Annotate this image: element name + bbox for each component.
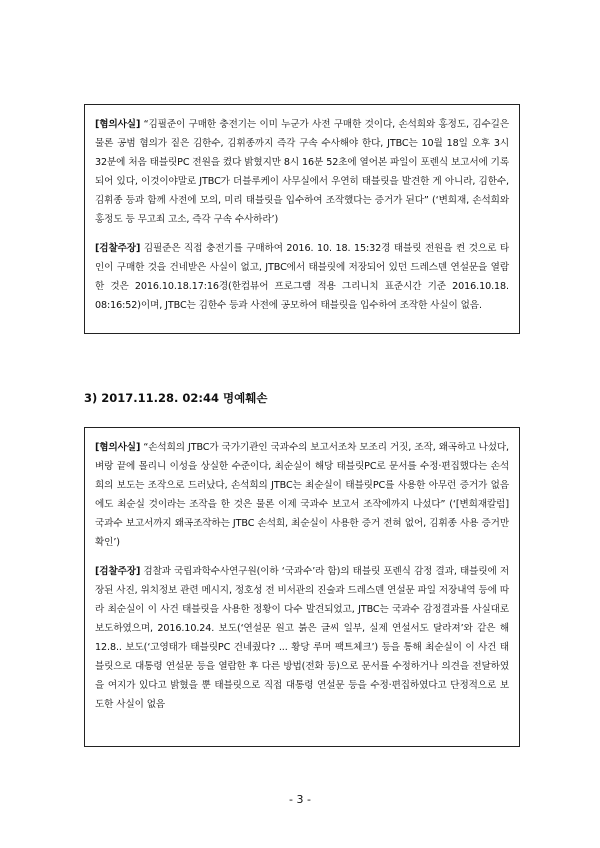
allegation-box-2 <box>84 427 520 747</box>
prosecution-response-1 <box>95 239 509 315</box>
prosecution-tag: [검찰주장] <box>95 243 141 254</box>
prosecution-text: 검찰과 국립과학수사연구원(이하 ‘국과수’라 함)의 태블릿 포렌식 감정 결과, 태블릿에 저장된 사진, 위치정보 관련 메시지, 정호성 전 비서관의 진술과 드레스덴 연설문 파일 저장내역 등에 따라 최순실이 이 사건 태블릿을 사용한 정황이 다수 발견되었고, JTBC는 국과수 감정결과를 사실대로 보도하였으며, 2016.10.24. 보도(‘연설문 원고 붉은 글씨 일부, 실제 연설서도 달라져’와 같은 해 12.8.. 보도(‘고영태가 태블릿PC 건네줬다? ... 황당 루머 팩트체크’) 등을 통해 최순실이 이 사건 태블릿으로 대통령 연설문 등을 열람한 후 다른 방법(전화 등)으로 문서를 수정하거나 의견을 전달하였을 여지가 있다고 밝혔을 뿐 태블릿으로 직접 대통령 연설문 등을 수정·편집하였다고 단정적으로 보도한 사실이 없음 <box>95 566 509 710</box>
claim-text: “손석희의 JTBC가 국가기관인 국과수의 보고서조차 모조리 거짓, 조작, 왜곡하고 나섰다, 벼랑 끝에 몰리니 이성을 상실한 수준이다, 최순실이 해당 태블릿PC로 문서를 수정·편집했다는 손석희의 보도는 조작으로 드러났다, 손석희의 JTBC는 최순실이 태블릿PC를 사용한 아무런 증거가 없음에도 최순실 것이라는 조작을 한 것은 물론 이제 국과수 보고서 조작에까지 나섰다” (‘[변희재칼럼] 국과수 보고서까지 왜곡조작하는 JTBC 손석희, 최순실이 사용한 증거 전혀 없어, 김휘종 사용 증거만 확인’) <box>95 442 509 548</box>
prosecution-response-2 <box>95 562 509 714</box>
allegation-claim-2 <box>95 438 509 552</box>
prosecution-tag: [검찰주장] <box>95 566 141 577</box>
allegation-claim-1 <box>95 115 509 229</box>
page-number: - 3 - <box>289 793 311 806</box>
claim-tag: [혐의사실] <box>95 119 141 130</box>
claim-tag: [혐의사실] <box>95 442 141 453</box>
prosecution-text: 김필준은 직접 충전기를 구매하여 2016. 10. 18. 15:32경 태블릿 전원을 켠 것으로 타인이 구매한 것을 건네받은 사실이 없고, JTBC에서 태블릿에 저장되어 있던 드레스덴 연설문을 열람한 것은 2016.10.18.17:16경(한컴뷰어 프로그램 적용 그리니치 표준시간 기준 2016.10.18. 08:16:52)이며, JTBC는 김한수 등과 사전에 공모하여 태블릿을 입수하여 조작한 사실이 없음. <box>95 243 509 311</box>
section-heading: 3) 2017.11.28. 02:44 명예훼손 <box>84 391 268 405</box>
allegation-box-1 <box>84 104 520 334</box>
claim-text: “김필준이 구매한 충전기는 이미 누군가 사전 구매한 것이다, 손석희와 홍정도, 김수길은 물론 공범 혐의가 짙은 김한수, 김휘종까지 즉각 구속 수사해야 한다, JTBC는 10월 18일 오후 3시 32분에 처음 태블릿PC 전원을 켰다 밝혔지만 8시 16분 52초에 열어본 파일이 포렌식 보고서에 기록되어 있다, 이것이야말로 JTBC가 더블루케이 사무실에서 우연히 태블릿을 발견한 게 아니라, 김한수, 김휘종 등과 함께 사전에 모의, 미리 태블릿을 입수하여 조작했다는 증거가 된다” (‘변희재, 손석희와 홍정도 등 무고죄 고소, 즉각 구속 수사하라’) <box>95 119 509 225</box>
